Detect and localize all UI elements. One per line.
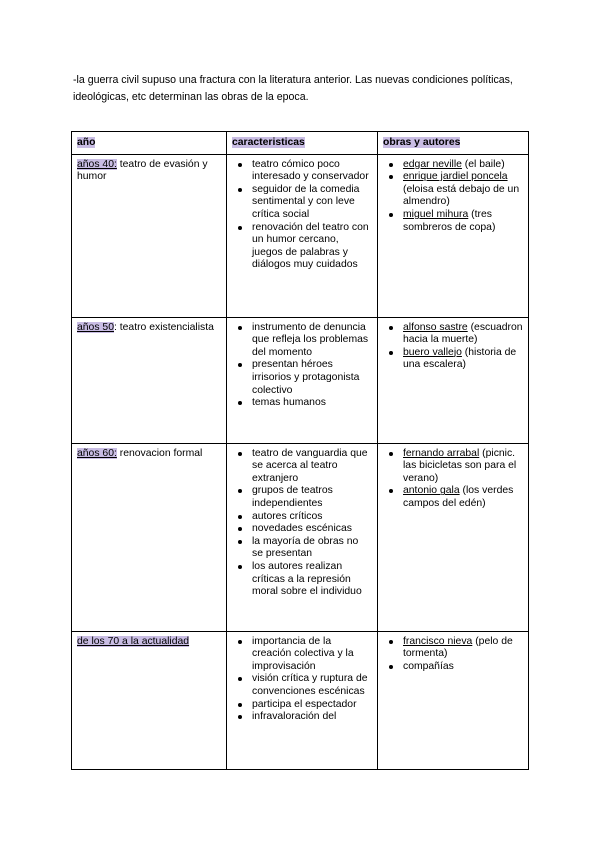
author-link[interactable]: edgar neville [403, 158, 462, 170]
work-item: enrique jardiel poncela (eloisa está debajo de un almendro) [403, 171, 523, 209]
period-highlight: años 40: [77, 158, 117, 170]
period-highlight: de los 70 a la actualidad [77, 635, 190, 647]
feature-item: la mayoría de obras no se presentan [252, 536, 372, 561]
author-link[interactable]: francisco nieva [403, 635, 473, 647]
author-link[interactable]: fernando arrabal [403, 447, 480, 459]
table-header-row [72, 132, 529, 155]
period-cell: años 60: renovacion formal [72, 443, 227, 631]
header-features: caracteristicas [227, 132, 378, 155]
feature-item: grupos de teatros independientes [252, 485, 372, 510]
works-cell [378, 317, 529, 443]
features-cell [227, 154, 378, 317]
work-item: buero vallejo (historia de una escalera) [403, 347, 523, 372]
theatre-table [71, 131, 529, 770]
table-row [72, 154, 529, 317]
feature-item: temas humanos [252, 397, 372, 410]
author-link[interactable]: alfonso sastre [403, 321, 468, 333]
works-cell [378, 443, 529, 631]
table-row [72, 631, 529, 769]
works-cell [378, 631, 529, 769]
period-cell: años 40: teatro de evasión y humor [72, 154, 227, 317]
feature-item: novedades escénicas [252, 523, 372, 536]
feature-item: renovación del teatro con un humor cercano, juegos de palabras y diálogos muy cuidados [252, 222, 372, 272]
work-item: compañías [403, 661, 523, 674]
works-cell [378, 154, 529, 317]
work-item: antonio gala (los verdes campos del edén) [403, 485, 523, 510]
author-link[interactable]: antonio gala [403, 485, 460, 497]
work-item: francisco nieva (pelo de tormenta) [403, 636, 523, 661]
work-item: edgar neville (el baile) [403, 159, 523, 172]
feature-item: infravaloración del [252, 711, 372, 724]
feature-item: importancia de la creación colectiva y la improvisación [252, 636, 372, 674]
features-cell [227, 443, 378, 631]
table-row [72, 317, 529, 443]
feature-item: presentan héroes irrisorios y protagonista colectivo [252, 359, 372, 397]
work-item: alfonso sastre (escuadron hacia la muerte) [403, 321, 523, 346]
intro-paragraph: -la guerra civil supuso una fractura con la literatura anterior. Las nuevas condiciones políticas, ideológicas, etc determinan las obras de la epoca. [73, 74, 513, 103]
features-cell [227, 631, 378, 769]
feature-item: seguidor de la comedia sentimental y con leve crítica social [252, 184, 372, 222]
author-link[interactable]: enrique jardiel poncela [403, 171, 508, 183]
author-link[interactable]: buero vallejo [403, 346, 462, 358]
feature-item: teatro de vanguardia que se acerca al teatro extranjero [252, 448, 372, 486]
header-year: año [72, 132, 227, 155]
feature-item: visión crítica y ruptura de convenciones escénicas [252, 673, 372, 698]
table-row [72, 443, 529, 631]
period-cell: años 50: teatro existencialista [72, 317, 227, 443]
period-highlight: años 60: [77, 447, 117, 459]
feature-item: los autores realizan críticas a la represión moral sobre el individuo [252, 561, 372, 599]
feature-item: autores críticos [252, 511, 372, 524]
feature-item: participa el espectador [252, 699, 372, 712]
feature-item: instrumento de denuncia que refleja los problemas del momento [252, 322, 372, 360]
period-cell [72, 631, 227, 769]
feature-item: teatro cómico poco interesado y conservador [252, 159, 372, 184]
author-link[interactable]: miguel mihura [403, 208, 469, 220]
features-cell [227, 317, 378, 443]
work-item: miguel mihura (tres sombreros de copa) [403, 209, 523, 234]
period-highlight: años 50 [77, 321, 114, 333]
header-works: obras y autores [378, 132, 529, 155]
work-item: fernando arrabal (picnic. las bicicletas son para el verano) [403, 448, 523, 486]
